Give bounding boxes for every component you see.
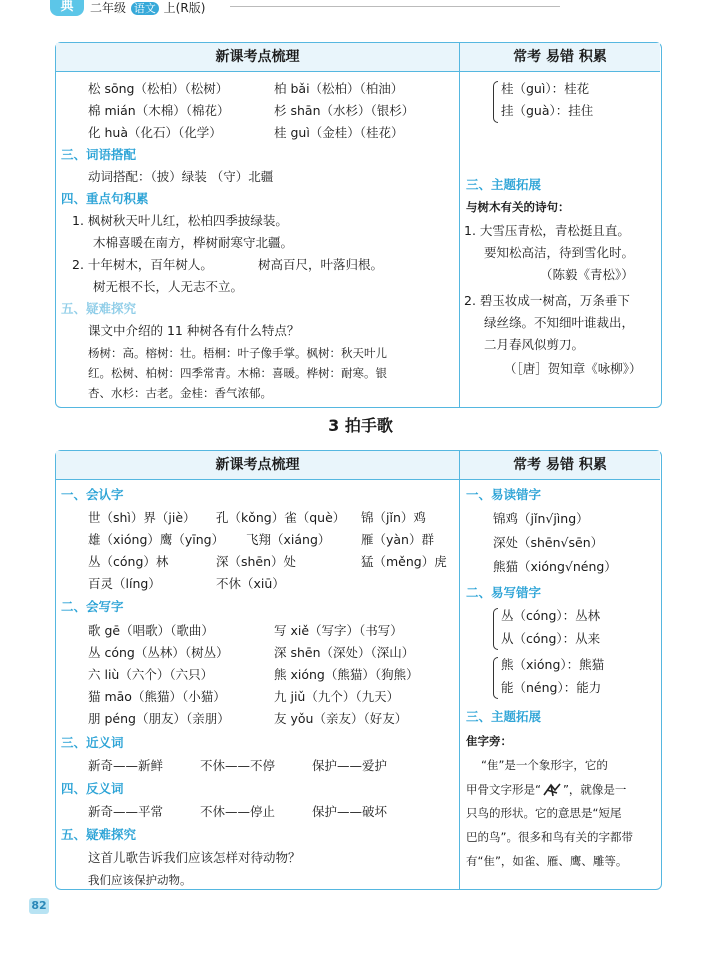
header-info xyxy=(90,1,205,15)
char-entry: 桂 guì（金桂）（桂花） xyxy=(274,125,404,140)
explain-line: 只鸟的形状。它的意思是“短尾 xyxy=(466,806,622,820)
page-header xyxy=(0,0,721,20)
word-pair: 新奇——新鲜 xyxy=(88,758,164,773)
answer-line: 红。松树、柏树：四季常青。木棉：喜暖。桦树：耐寒。银 xyxy=(88,366,387,380)
panel-left-title: 新课考点梳理 xyxy=(56,451,460,480)
panel-lesson-2 xyxy=(55,42,662,408)
char-compare: 桂（guì）：桂花 xyxy=(501,81,590,96)
char-entry: 不休（xiū） xyxy=(216,576,285,591)
poem-line: 二月春风似剪刀。 xyxy=(484,337,585,352)
word-pair: 保护——爱护 xyxy=(312,758,388,773)
char-compare: 能（néng）：能力 xyxy=(501,680,602,695)
char-compare: 丛（cóng）：丛林 xyxy=(501,608,601,623)
panel-divider xyxy=(459,451,460,889)
char-entry: 雄（xióng）鹰（yīng） xyxy=(88,532,225,547)
sentence-line: 树无根不长，人无志不立。 xyxy=(93,279,244,294)
poem-line: 绿丝绦。不知细叶谁裁出， xyxy=(484,315,635,330)
section-heading: 二、易写错字 xyxy=(466,585,542,600)
header-rule xyxy=(230,0,560,7)
word-pair: 不休——停止 xyxy=(200,804,276,819)
char-entry: 熊 xióng（熊猫）（狗熊） xyxy=(274,667,419,682)
char-entry: 锦（jǐn）鸡 xyxy=(361,510,426,525)
char-entry: 棉 mián（木棉）（棉花） xyxy=(88,103,230,118)
subject-badge: 语文 xyxy=(131,2,159,15)
brace-mark xyxy=(493,81,498,123)
char-entry: 深 shēn（深处）（深山） xyxy=(274,645,415,660)
char-entry: 九 jiǔ（九个）（九天） xyxy=(274,689,400,704)
section-heading: 三、主题拓展 xyxy=(466,709,542,724)
section-heading: 三、主题拓展 xyxy=(466,177,542,192)
explain-line: 甲骨文字形是“ ”，就像是一 xyxy=(466,781,626,799)
panel-divider xyxy=(459,43,460,407)
word-pair: 新奇——平常 xyxy=(88,804,164,819)
chapter-title: 3 拍手歌 xyxy=(328,416,393,435)
char-entry: 朋 péng（朋友）（亲朋） xyxy=(88,711,230,726)
char-compare: 熊（xióng）：熊猫 xyxy=(501,657,605,672)
sentence-line: 木棉喜暖在南方，桦树耐寒守北疆。 xyxy=(93,235,294,250)
sentence-line: 2. 十年树木，百年树人。 xyxy=(72,257,213,272)
word-pair: 不休——不停 xyxy=(200,758,276,773)
explain-line: 有“隹”，如雀、雁、鹰、雕等。 xyxy=(466,854,628,868)
char-entry: 化 huà（化石）（化学） xyxy=(88,125,222,140)
char-entry: 松 sōng（松柏）（松树） xyxy=(88,81,229,96)
panel-lesson-3 xyxy=(55,450,662,890)
char-entry: 猫 māo（熊猫）（小猫） xyxy=(88,689,226,704)
char-entry: 猛（měng）虎 xyxy=(361,554,447,569)
section-heading: 四、重点句积累 xyxy=(61,191,149,206)
section-heading: 三、近义词 xyxy=(61,735,124,750)
grade-label: 二年级 xyxy=(90,1,127,15)
oracle-bone-bird-icon xyxy=(541,781,563,799)
char-compare: 从（cóng）：从来 xyxy=(501,631,601,646)
edition-label: 上(R版) xyxy=(163,1,206,15)
char-entry: 六 liù（六个）（六只） xyxy=(88,667,214,682)
brace-mark xyxy=(493,657,498,699)
sentence-line: 1. 枫树秋天叶儿红，松柏四季披绿装。 xyxy=(72,213,288,228)
char-entry: 雁（yàn）群 xyxy=(361,532,434,547)
char-entry: 深（shēn）处 xyxy=(216,554,297,569)
poem-line: 1. 大雪压青松，青松挺且直。 xyxy=(464,223,630,238)
char-entry: 写 xiě（写字）（书写） xyxy=(274,623,403,638)
section-heading: 一、会认字 xyxy=(61,487,124,502)
char-entry: 歌 gē（唱歌）（歌曲） xyxy=(88,623,214,638)
page-number: 82 xyxy=(29,898,49,914)
poem-source: （［唐］贺知章《咏柳》） xyxy=(504,361,642,376)
answer-line: 杏、水杉：古老。金桂：香气浓郁。 xyxy=(88,386,272,400)
answer-line: 我们应该保护动物。 xyxy=(88,873,192,887)
word-pair: 保护——破坏 xyxy=(312,804,388,819)
sentence-line: 树高百尺，叶落归根。 xyxy=(258,257,384,272)
explain-line: 巴的鸟”。很多和鸟有关的字都带 xyxy=(466,830,633,844)
panel-right-title: 常考 易错 积累 xyxy=(460,451,660,480)
section-heading: 三、词语搭配 xyxy=(61,147,137,162)
poem-source: （陈毅《青松》） xyxy=(540,267,634,282)
char-entry: 百灵（líng） xyxy=(88,576,161,591)
topic-heading: 与树木有关的诗句： xyxy=(466,200,570,214)
section-heading: 五、疑难探究 xyxy=(61,301,137,316)
question-line: 这首儿歌告诉我们应该怎样对待动物？ xyxy=(88,850,301,865)
char-entry: 飞翔（xiáng） xyxy=(246,532,331,547)
panel-left-title: 新课考点梳理 xyxy=(56,43,460,72)
book-logo: 典 xyxy=(50,0,84,16)
question-line: 课文中介绍的 11 种树各有什么特点？ xyxy=(88,323,300,338)
answer-line: 杨树：高。榕树：壮。梧桐：叶子像手掌。枫树：秋天叶儿 xyxy=(88,346,387,360)
section-heading: 五、疑难探究 xyxy=(61,827,137,842)
char-entry: 柏 bǎi（松柏）（柏油） xyxy=(274,81,404,96)
poem-line: 2. 碧玉妆成一树高，万条垂下 xyxy=(464,293,630,308)
misread-entry: 锦鸡（jǐn√jìng） xyxy=(493,511,589,526)
misread-entry: 深处（shēn√sēn） xyxy=(493,535,604,550)
section-heading: 四、反义词 xyxy=(61,781,124,796)
explain-line: “隹”是一个象形字，它的 xyxy=(481,758,608,772)
poem-line: 要知松高洁，待到雪化时。 xyxy=(484,245,635,260)
char-entry: 世（shì）界（jiè） xyxy=(88,510,196,525)
char-entry: 丛 cóng（丛林）（树丛） xyxy=(88,645,229,660)
char-entry: 友 yǒu（亲友）（好友） xyxy=(274,711,408,726)
misread-entry: 熊猫（xióng√néng） xyxy=(493,559,617,574)
topic-heading: 隹字旁： xyxy=(466,734,512,748)
section-heading: 二、会写字 xyxy=(61,599,124,614)
char-compare: 挂（guà）：挂住 xyxy=(501,103,594,118)
panel-right-title: 常考 易错 积累 xyxy=(460,43,660,72)
char-entry: 杉 shān（水杉）（银杉） xyxy=(274,103,415,118)
section-heading: 一、易读错字 xyxy=(466,487,542,502)
char-entry: 孔（kǒng）雀（què） xyxy=(216,510,346,525)
brace-mark xyxy=(493,608,498,650)
char-entry: 丛（cóng）林 xyxy=(88,554,169,569)
collocation-line: 动词搭配：（披）绿装 （守）北疆 xyxy=(88,169,274,184)
